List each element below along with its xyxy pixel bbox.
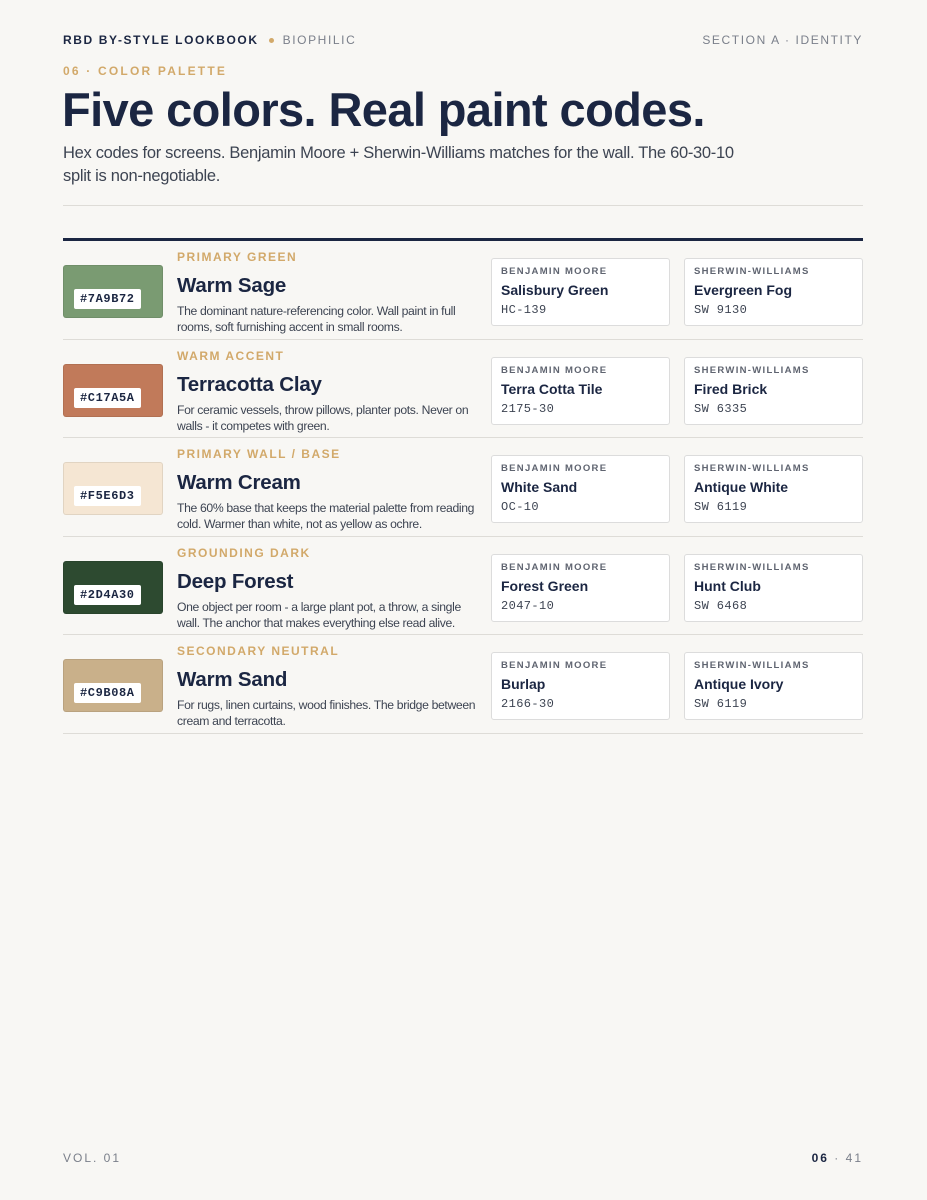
color-row <box>63 438 863 537</box>
chapter-eyebrow: 06 · COLOR PALETTE <box>63 64 228 78</box>
color-row <box>63 340 863 439</box>
hex-code: #F5E6D3 <box>74 486 141 506</box>
lookbook-brand <box>63 33 356 47</box>
sherwin-williams-card <box>684 357 863 425</box>
color-swatch <box>63 561 163 614</box>
color-category: PRIMARY WALL / BASE <box>177 447 341 462</box>
paint-brand: BENJAMIN MOORE <box>501 364 608 376</box>
color-name: Terracotta Clay <box>177 372 322 396</box>
color-info <box>177 349 482 434</box>
paint-brand: SHERWIN-WILLIAMS <box>694 364 810 376</box>
color-swatch <box>63 659 163 712</box>
paint-code: 2166-30 <box>501 697 555 712</box>
color-name: Warm Cream <box>177 471 301 495</box>
color-category: WARM ACCENT <box>177 348 285 363</box>
paint-name: Forest Green <box>501 577 589 594</box>
paint-name: Burlap <box>501 676 546 693</box>
section-label: SECTION A · IDENTITY <box>702 33 863 47</box>
sherwin-williams-card <box>684 554 863 622</box>
separator-dot-icon <box>269 38 274 43</box>
color-description: For rugs, linen curtains, wood finishes. The bridge between cream and terracotta. <box>177 698 476 729</box>
color-name: Warm Sage <box>177 274 287 297</box>
section-number: 06 <box>811 1151 829 1165</box>
paint-name: White Sand <box>501 479 578 496</box>
sherwin-williams-card <box>684 652 863 720</box>
paint-name: Antique Ivory <box>694 676 784 693</box>
hex-code: #7A9B72 <box>74 289 141 309</box>
volume-label: VOL. 01 <box>63 1151 122 1165</box>
color-swatch <box>63 265 163 318</box>
color-description: One object per room - a large plant pot, a throw, a single wall. The anchor that makes everything else read alive. <box>177 599 461 630</box>
color-description: For ceramic vessels, throw pillows, planter pots. Never on walls - it competes with green. <box>177 402 469 433</box>
hex-code: #C9B08A <box>74 683 141 703</box>
paint-brand: SHERWIN-WILLIAMS <box>694 660 810 672</box>
paint-code: SW 6468 <box>694 598 748 613</box>
color-category: PRIMARY GREEN <box>177 250 298 264</box>
paint-name: Fired Brick <box>694 380 768 397</box>
color-name: Deep Forest <box>177 569 294 593</box>
paint-code: SW 6119 <box>694 500 748 515</box>
color-swatch <box>63 462 163 515</box>
paint-code: SW 6335 <box>694 401 748 416</box>
color-category: SECONDARY NEUTRAL <box>177 644 340 659</box>
paint-code: 2047-10 <box>501 598 555 613</box>
color-info <box>177 546 482 631</box>
paint-brand: BENJAMIN MOORE <box>501 561 608 573</box>
paint-code: SW 9130 <box>694 303 748 317</box>
paint-name: Antique White <box>694 479 789 496</box>
benjamin-moore-card <box>491 554 670 622</box>
paint-code: SW 6119 <box>694 697 748 712</box>
paint-name: Salisbury Green <box>501 282 609 298</box>
paint-name: Evergreen Fog <box>694 282 793 298</box>
color-row <box>63 635 863 734</box>
color-description: The dominant nature-referencing color. Wall paint in full rooms, soft furnishing accent in small rooms. <box>177 304 456 334</box>
paint-code: OC-10 <box>501 500 540 515</box>
benjamin-moore-card <box>491 652 670 720</box>
benjamin-moore-card <box>491 258 670 326</box>
page-header <box>63 32 863 48</box>
paint-brand: BENJAMIN MOORE <box>501 660 608 672</box>
paint-brand: SHERWIN-WILLIAMS <box>694 266 810 277</box>
page-separator: · <box>834 1151 841 1165</box>
paint-brand: SHERWIN-WILLIAMS <box>694 463 810 475</box>
color-category: GROUNDING DARK <box>177 545 311 560</box>
paint-brand: BENJAMIN MOORE <box>501 266 608 277</box>
color-row <box>63 241 863 340</box>
lookbook-title: RBD BY-STYLE LOOKBOOK <box>63 33 259 47</box>
page-footer <box>63 1151 863 1165</box>
color-palette-table <box>63 241 863 734</box>
color-row <box>63 537 863 636</box>
page-number-value: 41 <box>845 1151 863 1165</box>
hex-code: #2D4A30 <box>74 585 141 605</box>
page-title: Five colors. Real paint codes. <box>62 83 705 136</box>
sherwin-williams-card <box>684 455 863 523</box>
paint-brand: SHERWIN-WILLIAMS <box>694 561 810 573</box>
color-info <box>177 250 482 335</box>
page-number <box>812 1151 863 1165</box>
paint-brand: BENJAMIN MOORE <box>501 463 608 475</box>
benjamin-moore-card <box>491 357 670 425</box>
color-name: Warm Sand <box>177 668 288 692</box>
paint-name: Terra Cotta Tile <box>501 380 603 397</box>
hex-code: #C17A5A <box>74 388 141 408</box>
benjamin-moore-card <box>491 455 670 523</box>
sherwin-williams-card <box>684 258 863 326</box>
divider <box>63 205 863 206</box>
color-info <box>177 644 482 729</box>
color-swatch <box>63 364 163 417</box>
paint-code: HC-139 <box>501 303 547 317</box>
paint-code: 2175-30 <box>501 401 555 416</box>
style-name: BIOPHILIC <box>282 33 357 47</box>
paint-name: Hunt Club <box>694 577 761 594</box>
color-description: The 60% base that keeps the material palette from reading cold. Warmer than white, not as yellow as ochre. <box>177 501 475 532</box>
color-info <box>177 447 482 532</box>
page-subtitle: Hex codes for screens. Benjamin Moore + Sherwin-Williams matches for the wall. The 60-30-10 split is non-negotiable. <box>63 144 734 185</box>
